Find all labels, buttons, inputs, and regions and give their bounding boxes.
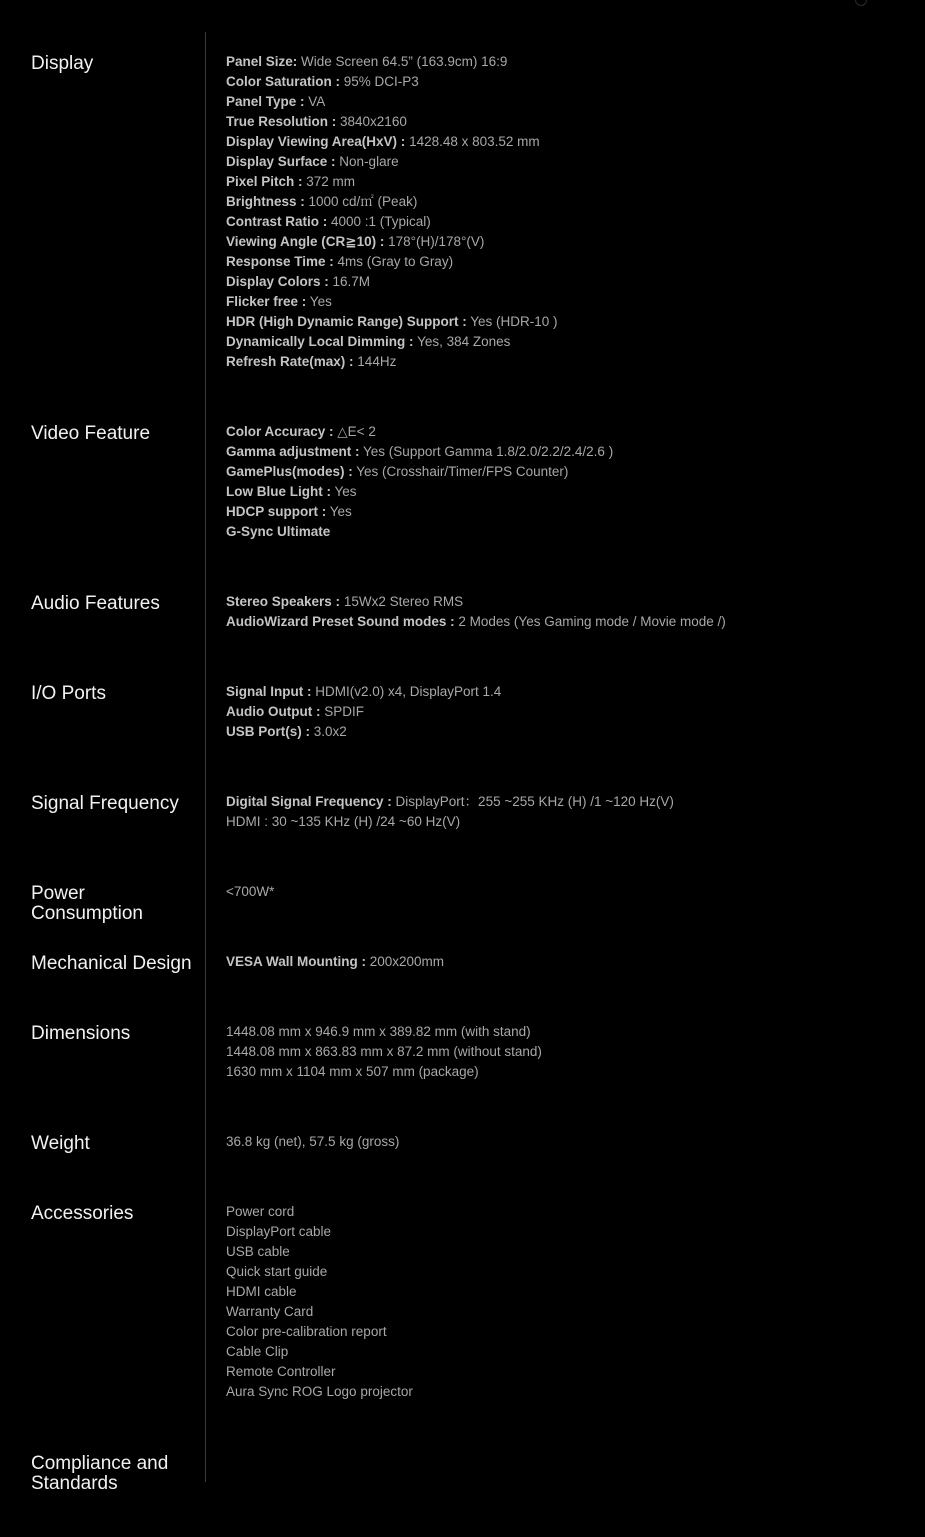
section-content [226, 952, 906, 972]
spec-value: △E< 2 [333, 424, 376, 439]
spec-key: AudioWizard Preset Sound modes : [226, 614, 455, 629]
spec-value: 4ms (Gray to Gray) [333, 254, 454, 269]
spec-key: Panel Type : [226, 94, 305, 109]
spec-key: Color Accuracy : [226, 424, 334, 439]
spec-key: Viewing Angle (CR≧10) : [226, 234, 385, 249]
section-content [226, 792, 906, 832]
section-content [226, 882, 906, 902]
spec-value: 178°(H)/178°(V) [384, 234, 485, 249]
spec-key: True Resolution : [226, 114, 337, 129]
section-label: Video Feature [31, 423, 151, 444]
spec-item [226, 482, 906, 502]
spec-value: Yes (Crosshair/Timer/FPS Counter) [352, 464, 569, 479]
spec-item [226, 1222, 906, 1242]
corner-decoration [855, 0, 867, 6]
spec-item [226, 312, 906, 332]
spec-key: Refresh Rate(max) : [226, 354, 354, 369]
spec-item [226, 1362, 906, 1382]
spec-item [226, 1242, 906, 1262]
spec-key: Stereo Speakers : [226, 594, 341, 609]
spec-item [226, 272, 906, 292]
spec-value: Yes (HDR-10 ) [466, 314, 558, 329]
spec-value: HDMI cable [226, 1284, 297, 1299]
spec-value: Yes [306, 294, 332, 309]
section-content [226, 682, 906, 742]
spec-item [226, 192, 906, 212]
spec-item [226, 612, 906, 632]
spec-value: 1000 cd/㎡ (Peak) [304, 194, 418, 209]
spec-item [226, 252, 906, 272]
spec-value: 2 Modes (Yes Gaming mode / Movie mode /) [454, 614, 726, 629]
section-label: Dimensions [31, 1023, 131, 1044]
spec-key: Contrast Ratio : [226, 214, 328, 229]
spec-key: Display Viewing Area(HxV) : [226, 134, 406, 149]
spec-value: SPDIF [320, 704, 364, 719]
spec-item [226, 1342, 906, 1362]
spec-item [226, 1302, 906, 1322]
spec-item [226, 502, 906, 522]
section-label: Power Consumption [31, 883, 143, 924]
spec-value: Non-glare [335, 154, 399, 169]
spec-key: Flicker free : [226, 294, 307, 309]
spec-value: 1630 mm x 1104 mm x 507 mm (package) [226, 1064, 479, 1079]
spec-value: 1448.08 mm x 946.9 mm x 389.82 mm (with stand) [226, 1024, 531, 1039]
spec-item [226, 522, 906, 542]
section-label: Signal Frequency [31, 793, 179, 814]
spec-item [226, 952, 906, 972]
spec-item [226, 212, 906, 232]
spec-key: HDCP support : [226, 504, 327, 519]
spec-item [226, 352, 906, 372]
section-label: Display [31, 53, 94, 74]
spec-key: Low Blue Light : [226, 484, 331, 499]
spec-item [226, 1042, 906, 1062]
spec-key: USB Port(s) : [226, 724, 310, 739]
section-content [226, 1202, 906, 1402]
spec-value: Wide Screen 64.5” (163.9cm) 16:9 [297, 54, 508, 69]
spec-value: 36.8 kg (net), 57.5 kg (gross) [226, 1134, 400, 1149]
spec-key: GamePlus(modes) : [226, 464, 353, 479]
spec-value: 144Hz [353, 354, 397, 369]
spec-item [226, 722, 906, 742]
spec-key: Color Saturation : [226, 74, 340, 89]
section-label: Mechanical Design [31, 953, 192, 974]
spec-key: Pixel Pitch : [226, 174, 303, 189]
spec-value: 4000 :1 (Typical) [327, 214, 431, 229]
spec-item [226, 1382, 906, 1402]
spec-item [226, 442, 906, 462]
spec-value: 372 mm [302, 174, 356, 189]
section-label: Compliance and Standards [31, 1453, 169, 1494]
spec-key: Response Time : [226, 254, 334, 269]
section-content [226, 422, 906, 542]
spec-item [226, 72, 906, 92]
spec-value: 3.0x2 [310, 724, 347, 739]
spec-item [226, 232, 906, 252]
spec-item [226, 1062, 906, 1082]
spec-value: 1428.48 x 803.52 mm [405, 134, 540, 149]
spec-value: Quick start guide [226, 1264, 328, 1279]
section-content [226, 1022, 906, 1082]
spec-value: DisplayPort cable [226, 1224, 332, 1239]
spec-item [226, 292, 906, 312]
section-content [226, 52, 906, 372]
spec-key: HDR (High Dynamic Range) Support : [226, 314, 467, 329]
spec-item [226, 812, 906, 832]
spec-value: Yes [330, 484, 357, 499]
spec-item [226, 1132, 906, 1152]
spec-value: VA [304, 94, 326, 109]
spec-item [226, 1202, 906, 1222]
spec-item [226, 172, 906, 192]
spec-value: 95% DCI-P3 [340, 74, 419, 89]
spec-item [226, 462, 906, 482]
spec-value: 200x200mm [365, 954, 445, 969]
spec-item [226, 92, 906, 112]
spec-item [226, 1322, 906, 1342]
spec-item [226, 702, 906, 722]
spec-item [226, 1262, 906, 1282]
spec-item [226, 882, 906, 902]
spec-key: Signal Input : [226, 684, 312, 699]
column-divider [205, 32, 206, 1482]
section-label: Weight [31, 1133, 90, 1154]
section-content [226, 1132, 906, 1152]
spec-item [226, 1282, 906, 1302]
spec-value: Warranty Card [226, 1304, 314, 1319]
spec-value: Yes (Support Gamma 1.8/2.0/2.2/2.4/2.6 ) [359, 444, 614, 459]
spec-item [226, 682, 906, 702]
spec-value: HDMI(v2.0) x4, DisplayPort 1.4 [311, 684, 502, 699]
section-label: Audio Features [31, 593, 160, 614]
spec-item [226, 52, 906, 72]
spec-item [226, 422, 906, 442]
spec-value: Remote Controller [226, 1364, 336, 1379]
spec-value: DisplayPort：255 ~255 KHz (H) /1 ~120 Hz(V) [391, 794, 674, 809]
spec-key: Dynamically Local Dimming : [226, 334, 414, 349]
spec-key: Display Colors : [226, 274, 329, 289]
spec-key: Audio Output : [226, 704, 321, 719]
spec-value: Color pre-calibration report [226, 1324, 387, 1339]
spec-key: Gamma adjustment : [226, 444, 360, 459]
section-label: I/O Ports [31, 683, 106, 704]
spec-value: USB cable [226, 1244, 290, 1259]
spec-item [226, 332, 906, 352]
spec-key: Panel Size: [226, 54, 298, 69]
spec-key: Digital Signal Frequency : [226, 794, 392, 809]
spec-key: Brightness : [226, 194, 305, 209]
spec-item [226, 132, 906, 152]
spec-value: HDMI : 30 ~135 KHz (H) /24 ~60 Hz(V) [226, 814, 461, 829]
spec-value: Cable Clip [226, 1344, 289, 1359]
spec-key: G-Sync Ultimate [226, 524, 331, 539]
section-label: Accessories [31, 1203, 134, 1224]
spec-item [226, 152, 906, 172]
spec-value: <700W* [226, 884, 275, 899]
spec-value: 3840x2160 [336, 114, 407, 129]
spec-value: Power cord [226, 1204, 295, 1219]
spec-item [226, 592, 906, 612]
spec-item [226, 112, 906, 132]
spec-key: VESA Wall Mounting : [226, 954, 366, 969]
spec-value: Aura Sync ROG Logo projector [226, 1384, 413, 1399]
spec-key: Display Surface : [226, 154, 336, 169]
spec-item [226, 792, 906, 812]
spec-value: 15Wx2 Stereo RMS [340, 594, 464, 609]
spec-value: Yes [326, 504, 352, 519]
spec-item [226, 1022, 906, 1042]
spec-value: 16.7M [328, 274, 371, 289]
spec-value: Yes, 384 Zones [413, 334, 511, 349]
spec-value: 1448.08 mm x 863.83 mm x 87.2 mm (without stand) [226, 1044, 542, 1059]
section-content [226, 592, 906, 632]
